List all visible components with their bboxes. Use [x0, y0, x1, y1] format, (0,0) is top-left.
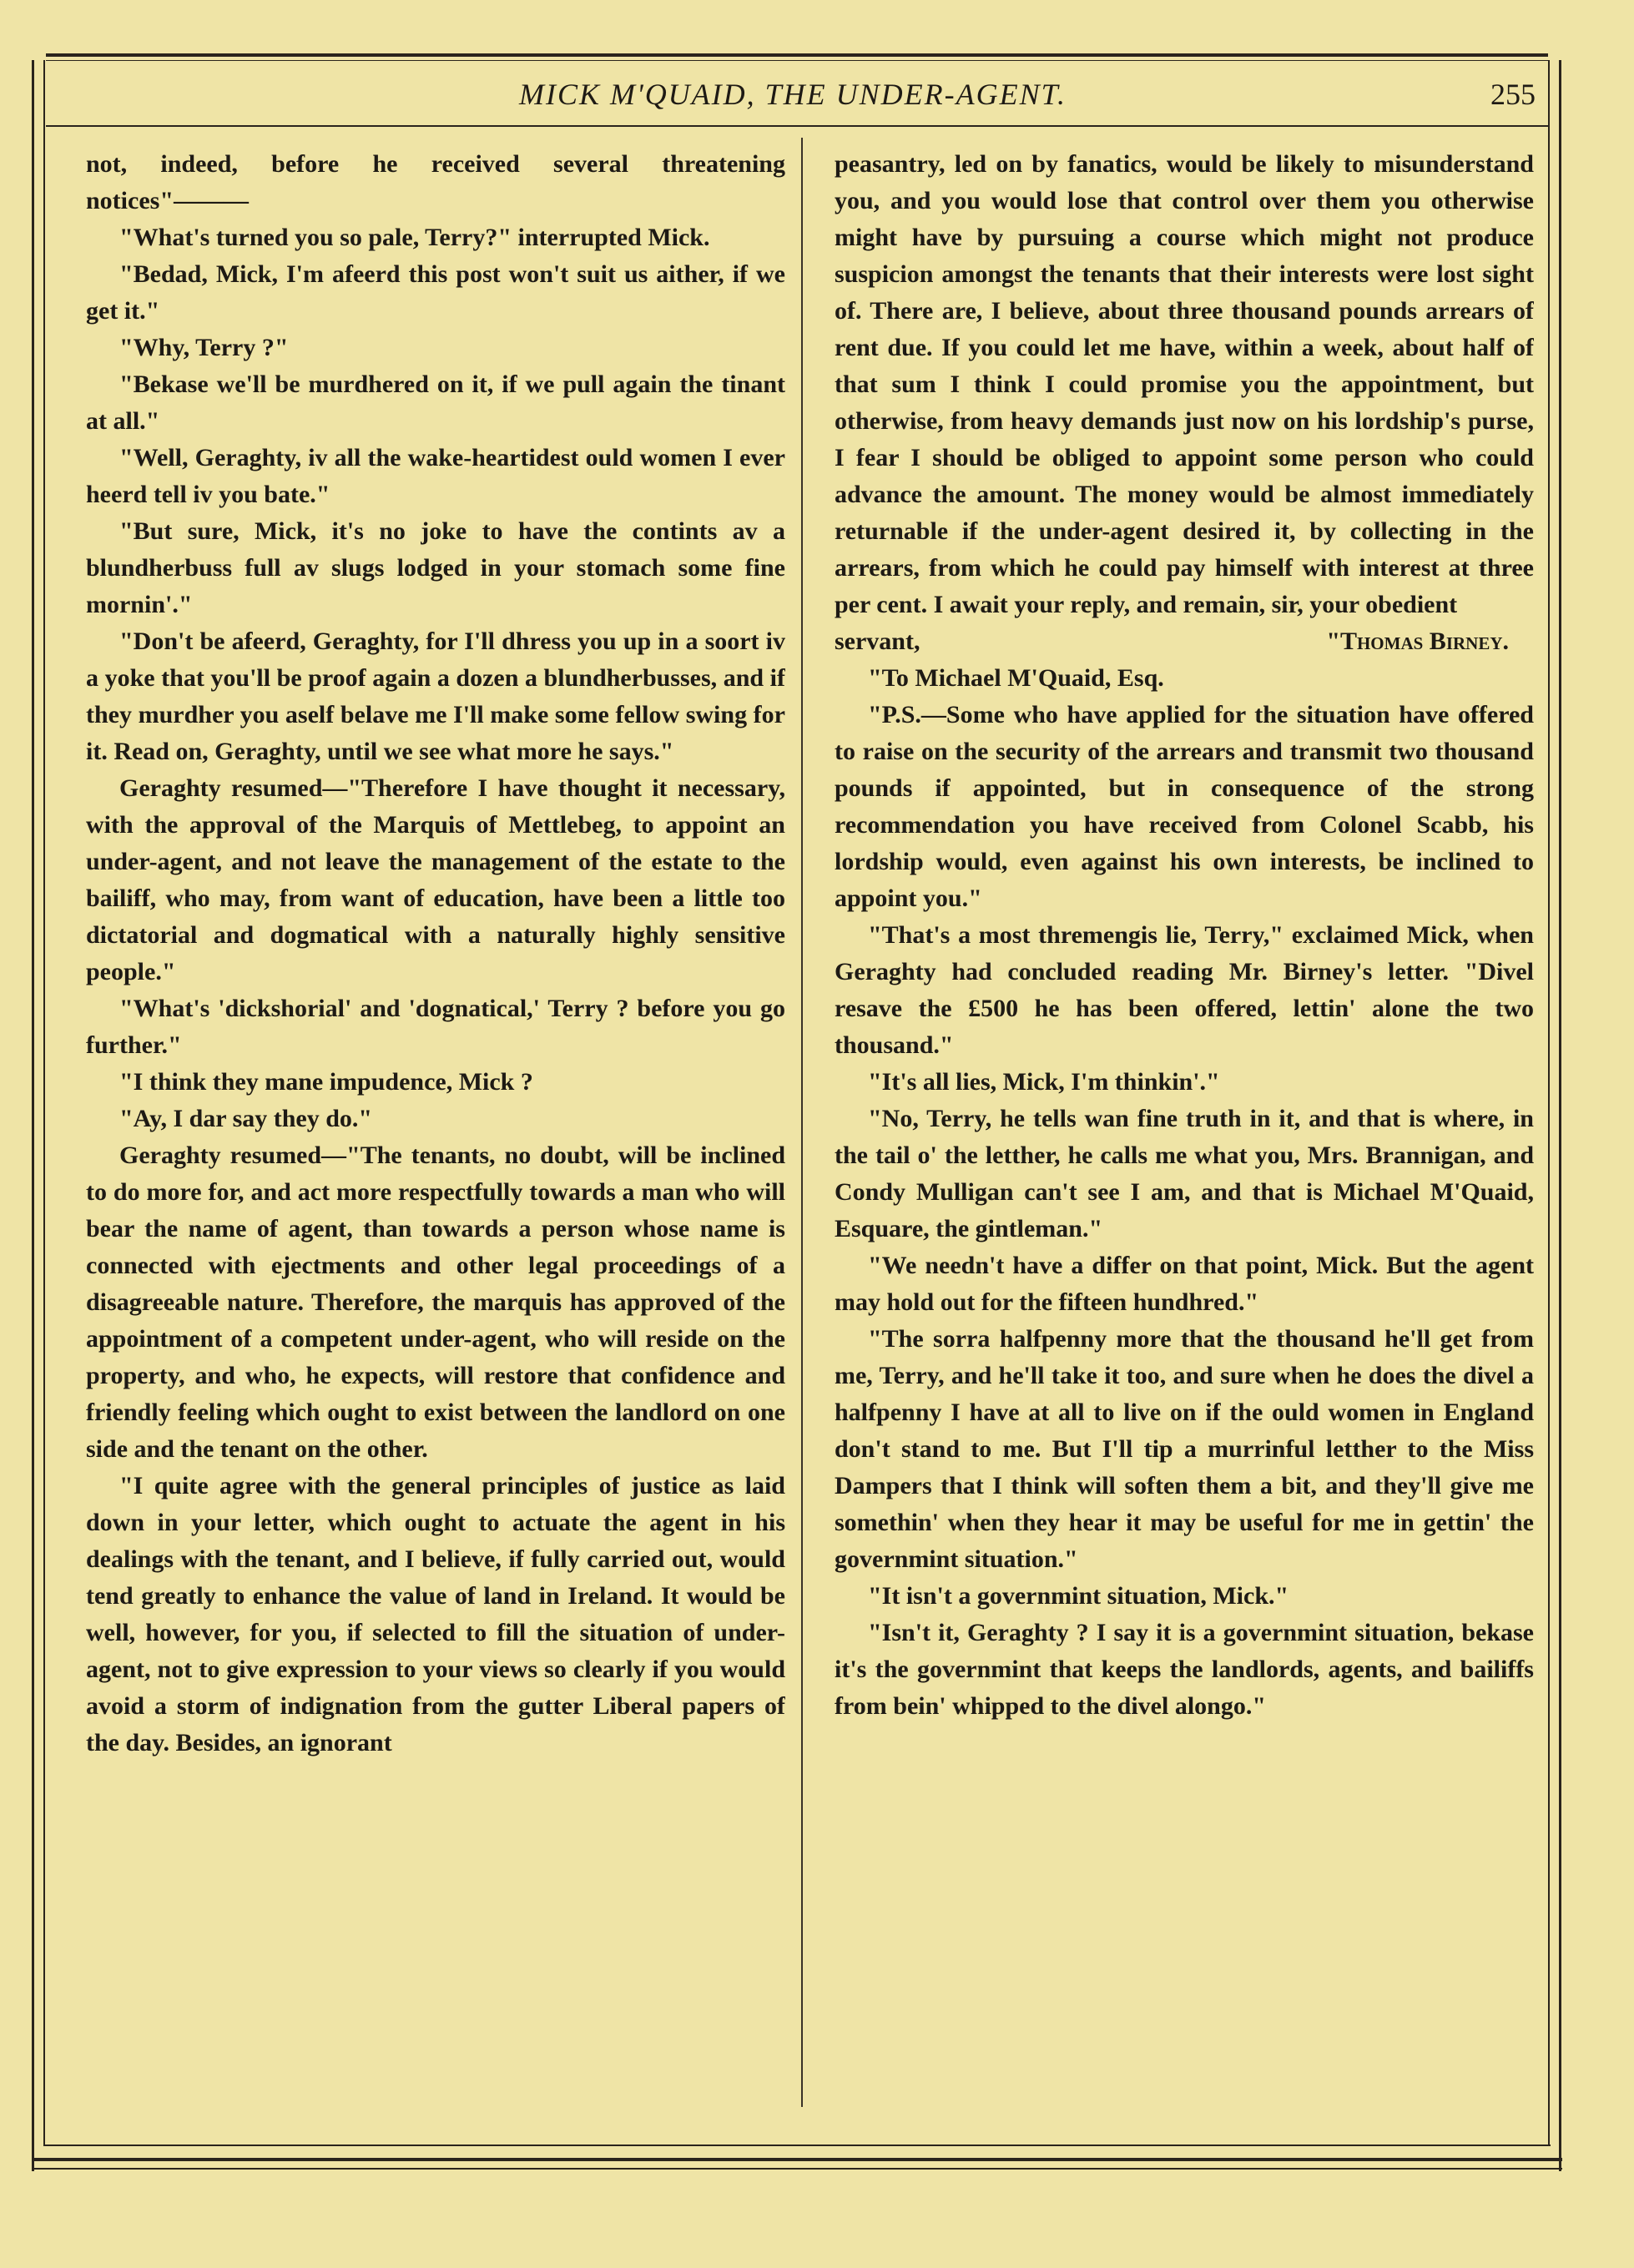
- right-paragraph: "It isn't a governmint situation, Mick.": [868, 1582, 1289, 1610]
- top-thin-rule: [46, 60, 1548, 61]
- left-frame-inner: [43, 60, 45, 2146]
- left-paragraph: "Ay, I dar say they do.": [119, 1105, 373, 1132]
- bottom-thin-rule: [43, 2145, 1551, 2146]
- left-paragraph: "But sure, Mick, it's no joke to have the contints av a blundherbuss full av slugs lodged in your stomach some fine mornin'.": [86, 517, 785, 618]
- left-paragraph: "Well, Geraghty, iv all the wake-heartidest ould women I ever heerd tell iv you bate.": [86, 444, 785, 508]
- left-column: [86, 146, 785, 2103]
- right-frame-outer: [1559, 60, 1561, 2171]
- left-paragraph: Geraghty resumed—"Therefore I have thought it necessary, with the approval of the Marquis of Mettlebeg, to appoint an under-agent, and not leave the management of the estate to the bailiff, who may, from want of education, have been a little too dictatorial and dogmatical with a naturally highly sensitive people.": [86, 774, 785, 985]
- bottom-thin-rule-2: [32, 2168, 1562, 2170]
- left-paragraph: "Bekase we'll be murdhered on it, if we pull again the tinant at all.": [86, 370, 785, 435]
- right-column: [835, 146, 1534, 2103]
- running-header: [42, 72, 1544, 122]
- left-frame-outer: [32, 60, 34, 2171]
- right-paragraph: "It's all lies, Mick, I'm thinkin'.": [868, 1068, 1220, 1096]
- left-paragraph: not, indeed, before he received several threatening notices"———: [86, 150, 785, 214]
- right-opening-paragraph: peasantry, led on by fanatics, would be likely to misunderstand you, and you would lose that control over them you otherwise might have by pursuing a course which might not produce suspicion amongst the tenants that their interests were lost sight of. There are, I believe, about three thousand pounds arrears of rent due. If you could let me have, within a week, about half of that sum I think I could promise you the appointment, but otherwise, from heavy demands just now on his lordship's purse, I fear I should be obliged to appoint some person who could advance the amount. The money would be almost immediately returnable if the under-agent desired it, by collecting in the arrears, from which he could pay himself with interest at three per cent. I await your reply, and remain, sir, your obedient: [835, 150, 1534, 618]
- left-paragraph: "What's 'dickshorial' and 'dognatical,' Terry ? before you go further.": [86, 995, 785, 1059]
- signature-closing: servant,: [835, 627, 920, 655]
- running-title: MICK M'QUAID, THE UNDER-AGENT.: [519, 78, 1067, 111]
- top-thick-rule: [46, 53, 1548, 57]
- left-paragraph: "I think they mane impudence, Mick ?: [119, 1068, 533, 1096]
- right-paragraph: "We needn't have a differ on that point, Mick. But the agent may hold out for the fifteen hundhred.": [835, 1252, 1534, 1316]
- right-paragraph: "Isn't it, Geraghty ? I say it is a governmint situation, bekase it's the governmint that keeps the landlords, agents, and bailiffs from bein' whipped to the divel alongo.": [835, 1619, 1534, 1720]
- left-paragraph: "Why, Terry ?": [119, 334, 289, 361]
- column-divider: [801, 138, 803, 2107]
- right-paragraph: "No, Terry, he tells wan fine truth in it, and that is where, in the tail o' the letther, he calls me what you, Mrs. Brannigan, and Condy Mulligan can't see I am, and that is Michael M'Quaid, Esquare, the gintleman.": [835, 1105, 1534, 1242]
- left-paragraph: Geraghty resumed—"The tenants, no doubt, will be inclined to do more for, and act more respectfully towards a man who will bear the name of agent, than towards a person whose name is connected with ejectments and other legal proceedings of a disagreeable nature. Therefore, the marquis has approved of the appointment of a competent under-agent, who will reside on the property, and who, he expects, will restore that confidence and friendly feeling which ought to exist between the landlord on one side and the tenant on the other.: [86, 1142, 785, 1463]
- bottom-thick-rule: [32, 2158, 1562, 2161]
- letter-addressee: "To Michael M'Quaid, Esq.: [868, 664, 1164, 692]
- left-paragraph: "I quite agree with the general principles of justice as laid down in your letter, which ought to actuate the agent in his dealings with the tenant, and I believe, if fully carried out, would tend greatly to enhance the value of land in Ireland. It would be well, however, for you, if selected to fill the situation of under-agent, not to give expression to your views so clearly if you would avoid a storm of indignation from the gutter Liberal papers of the day. Besides, an ignorant: [86, 1472, 785, 1756]
- left-paragraph: "Don't be afeerd, Geraghty, for I'll dhress you up in a soort iv a yoke that you'll be proof again a dozen a blundherbusses, and if they murdher you aself belave me I'll make some fellow swing for it. Read on, Geraghty, until we see what more he says.": [86, 627, 785, 765]
- header-underline: [46, 125, 1548, 127]
- right-paragraph: "That's a most thremengis lie, Terry," exclaimed Mick, when Geraghty had concluded reading Mr. Birney's letter. "Divel resave the £500 he has been offered, lettin' alone the two thousand.": [835, 921, 1534, 1059]
- page-number: 255: [1490, 78, 1536, 111]
- right-paragraph: "The sorra halfpenny more that the thousand he'll get from me, Terry, and he'll take it too, and sure when he does the divel a halfpenny I have at all to live on if the ould women in England don't stand to me. But I'll tip a murrinful letther to the Miss Dampers that I think will soften them a bit, and they'll give me somethin' when they hear it may be useful for me in gettin' the governmint situation.": [835, 1325, 1534, 1573]
- right-frame-inner: [1548, 60, 1550, 2146]
- signature-name: "Thomas Birney.: [1326, 627, 1509, 655]
- right-paragraph: "P.S.—Some who have applied for the situation have offered to raise on the security of the arrears and transmit two thousand pounds if appointed, but in consequence of the strong recommendation you have received from Colonel Scabb, his lordship would, even against his own interests, be inclined to appoint you.": [835, 701, 1534, 912]
- letter-signature: [835, 623, 1534, 660]
- left-paragraph: "Bedad, Mick, I'm afeerd this post won't suit us aither, if we get it.": [86, 260, 785, 325]
- left-paragraph: "What's turned you so pale, Terry?" interrupted Mick.: [119, 224, 710, 251]
